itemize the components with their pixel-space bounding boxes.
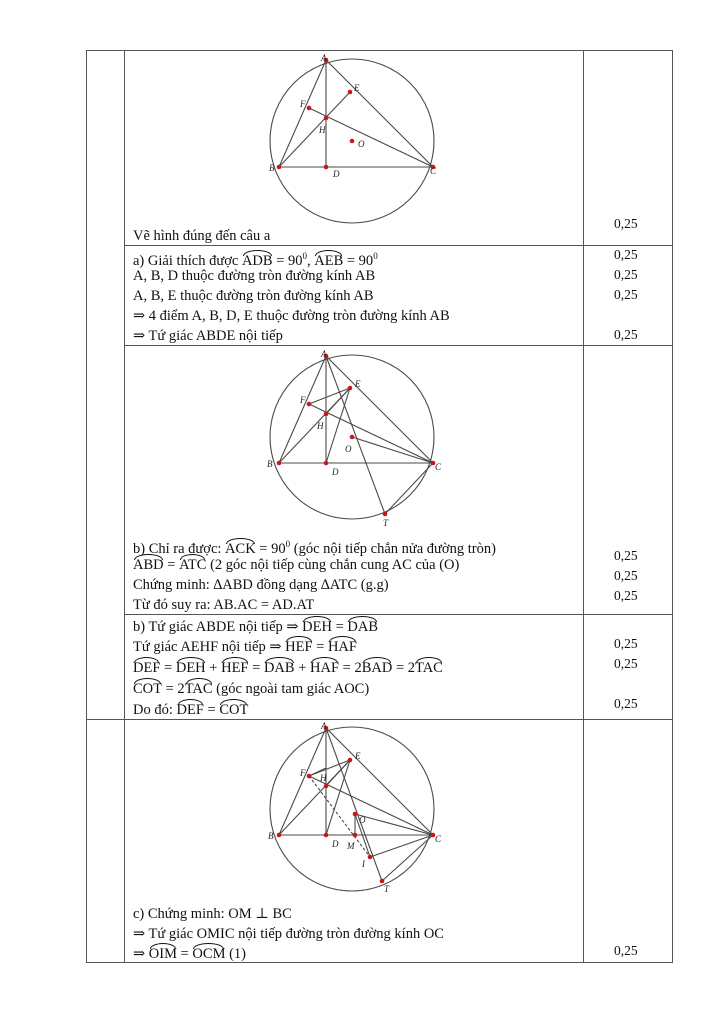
point-b	[277, 461, 282, 466]
segment-ef	[309, 388, 350, 404]
label-a: A	[321, 349, 327, 359]
point-t	[383, 512, 388, 517]
label-c: C	[430, 166, 437, 176]
row4-line-1: b) Tứ giác ABDE nội tiếp ⇒ DEH = DAB	[133, 619, 379, 635]
label-d: D	[332, 839, 339, 849]
label-f: F	[300, 395, 306, 405]
label-o: O	[345, 444, 352, 454]
point-h	[324, 412, 329, 417]
table-border-col1	[124, 50, 125, 963]
label-h: H	[317, 421, 324, 431]
label-b: B	[269, 163, 275, 173]
label-o: O	[358, 139, 365, 149]
label-e: E	[355, 751, 361, 761]
segment-ic	[370, 835, 433, 857]
row1-score-1: 0,25	[614, 216, 638, 231]
row5-line-3: ⇒ OIM = OCM (1)	[133, 946, 247, 962]
altitude-be	[279, 92, 350, 167]
row3-line-3: Chứng minh: ∆ABD đồng dạng ∆ATC (g.g)	[133, 577, 389, 593]
point-f	[307, 402, 312, 407]
row-divider-3	[124, 614, 673, 615]
row2-line-3: A, B, E thuộc đường tròn đường kính AB	[133, 288, 374, 304]
row5-score-1: 0,25	[614, 943, 638, 958]
row3-line-2: ABD = ATC (2 góc nội tiếp cùng chắn cung AC của (O)	[133, 557, 460, 573]
point-d	[324, 833, 329, 838]
row4-score-1: 0,25	[614, 636, 638, 651]
row2-line-5: ⇒ Tứ giác ABDE nội tiếp	[133, 328, 283, 344]
segment-ed	[326, 760, 350, 835]
label-m: M	[347, 841, 355, 851]
label-h: H	[319, 125, 326, 135]
geometry-figure-1	[262, 50, 462, 235]
row4-line-5: Do đó: DEF = COT	[133, 702, 249, 718]
label-d: D	[333, 169, 340, 179]
point-t	[380, 879, 385, 884]
label-a: A	[321, 53, 327, 63]
row3-line-1: b) Chỉ ra được: ACK = $90^0$ (góc nội tiếp chắn nửa đường tròn)	[133, 539, 496, 557]
point-e	[348, 386, 353, 391]
row3-line-4: Từ đó suy ra: AB.AC = AD.AT	[133, 597, 315, 613]
point-f	[307, 106, 312, 111]
label-t: T	[383, 518, 389, 528]
circumcircle	[270, 727, 434, 891]
row5-line-1: c) Chứng minh: OM ⊥ BC	[133, 906, 292, 922]
row3-score-3: 0,25	[614, 588, 638, 603]
row4-score-2: 0,25	[614, 656, 638, 671]
point-e	[348, 758, 353, 763]
row2-score-4: 0,25	[614, 327, 638, 342]
point-f	[307, 774, 312, 779]
label-f: F	[300, 768, 306, 778]
label-b: B	[267, 459, 273, 469]
label-d: D	[332, 467, 339, 477]
point-d	[324, 165, 329, 170]
table-border-right	[672, 50, 673, 963]
segment-oc	[355, 814, 433, 835]
point-e	[348, 90, 353, 95]
segment-at	[326, 728, 382, 881]
label-b: B	[268, 831, 274, 841]
row4-line-4: COT = 2TAC (góc ngoài tam giác AOC)	[133, 681, 370, 697]
point-m	[353, 833, 358, 838]
row4-line-3: DEF = DEH + HEF = DAB + HAF = 2BAD = 2TAC	[133, 660, 443, 676]
row4-score-3: 0,25	[614, 696, 638, 711]
geometry-figure-2	[262, 346, 462, 531]
label-e: E	[354, 83, 360, 93]
table-border-col2	[583, 50, 584, 963]
point-b	[277, 833, 282, 838]
row2-score-3: 0,25	[614, 287, 638, 302]
row3-score-1: 0,25	[614, 548, 638, 563]
row2-line-4: ⇒ 4 điểm A, B, D, E thuộc đường tròn đường kính AB	[133, 308, 450, 324]
label-a: A	[321, 721, 327, 731]
geometry-figure-3	[262, 718, 462, 903]
row4-line-2: Tứ giác AEHF nội tiếp ⇒ HEF = HAF	[133, 639, 357, 655]
row3-score-2: 0,25	[614, 568, 638, 583]
point-i	[368, 855, 373, 860]
label-t: T	[384, 884, 390, 894]
row2-score-2: 0,25	[614, 267, 638, 282]
label-h: H	[320, 773, 327, 783]
point-o	[353, 812, 358, 817]
row2-score-1: 0,25	[614, 247, 638, 262]
point-d	[324, 461, 329, 466]
row2-line-2: A, B, D thuộc đường tròn đường kính AB	[133, 268, 376, 284]
label-o: O	[359, 815, 366, 825]
row5-line-2: ⇒ Tứ giác OMIC nội tiếp đường tròn đường kính OC	[133, 926, 444, 942]
label-c: C	[435, 834, 442, 844]
row-divider-1	[124, 245, 673, 246]
point-b	[277, 165, 282, 170]
label-f: F	[300, 99, 306, 109]
point-o	[350, 139, 355, 144]
point-h	[324, 784, 329, 789]
label-e: E	[355, 379, 361, 389]
point-h	[324, 116, 329, 121]
point-o	[350, 435, 355, 440]
table-border-left	[86, 50, 87, 963]
label-c: C	[435, 462, 442, 472]
row1-line-1: Vẽ hình đúng đến câu a	[133, 228, 271, 244]
segment-ct	[382, 835, 433, 881]
segment-ct	[385, 463, 433, 514]
row2-line-1: a) Giải thích được ADB = $90^0$, AEB = $90^0$	[133, 251, 378, 269]
label-i: I	[362, 859, 365, 869]
